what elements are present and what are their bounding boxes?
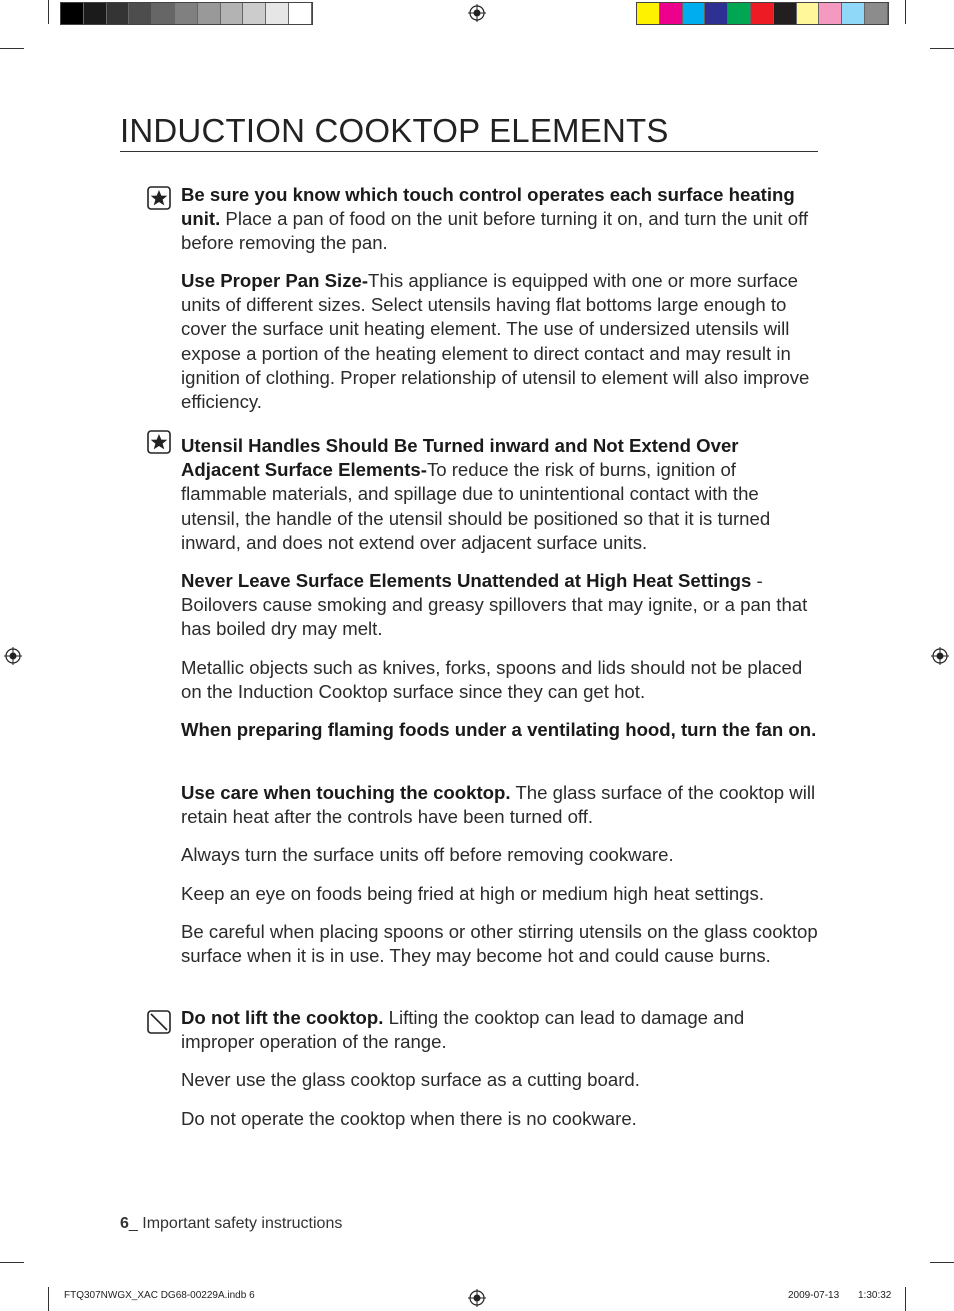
instruction-heading: When preparing flaming foods under a ventilating hood, turn the fan on.	[181, 719, 817, 740]
gray-swatch	[84, 3, 107, 24]
gray-swatch	[198, 3, 221, 24]
instruction-paragraph	[181, 569, 821, 642]
registration-mark-icon	[4, 647, 22, 665]
star-warning-icon	[147, 430, 171, 454]
instruction-heading: Do not lift the cooktop.	[181, 1007, 384, 1028]
color-swatch	[842, 3, 865, 24]
gray-swatch	[61, 3, 84, 24]
color-swatch	[819, 3, 842, 24]
color-swatch	[751, 3, 774, 24]
slug-date: 2009-07-13	[788, 1290, 840, 1301]
color-swatch	[683, 3, 706, 24]
crop-mark	[0, 48, 24, 49]
slug-filename: FTQ307NWGX_XAC DG68-00229A.indb 6	[64, 1290, 255, 1301]
instruction-text: Be careful when placing spoons or other stirring utensils on the glass cooktop surface when it is in use. They may become hot and could cause burns.	[181, 921, 818, 967]
slug-time: 1:30:32	[858, 1290, 892, 1301]
color-swatch	[865, 3, 888, 24]
crop-mark	[905, 0, 906, 24]
instruction-text: This appliance is equipped with one or more surface units of different sizes. Select utensils having flat bottoms large enough to cover the surface unit heating element. The use of undersized utensils will expose a portion of the heating element to direct contact and may result in ignition of clothing. Proper relationship of utensil to element will also improve efficiency.	[181, 270, 810, 413]
gray-swatch	[129, 3, 152, 24]
registration-mark-icon	[931, 647, 949, 665]
footer-separator: _	[128, 1215, 143, 1232]
instruction-paragraph	[181, 920, 821, 968]
color-swatch	[705, 3, 728, 24]
gray-swatch	[243, 3, 266, 24]
instruction-paragraph	[181, 183, 821, 256]
instruction-paragraph	[181, 434, 821, 555]
crop-mark	[48, 1287, 49, 1311]
instruction-paragraph	[181, 781, 821, 829]
color-swatch	[774, 3, 797, 24]
instruction-paragraph	[181, 1068, 821, 1092]
footer-section-name: Important safety instructions	[142, 1215, 343, 1232]
instruction-paragraph	[181, 718, 821, 742]
grayscale-color-bar	[60, 2, 313, 25]
crop-mark	[930, 48, 954, 49]
gray-swatch	[266, 3, 289, 24]
instruction-heading: Utensil Handles Should Be Turned inward and Not Extend Over Adjacent Surface Elements-	[181, 435, 739, 481]
gray-swatch	[107, 3, 130, 24]
process-color-bar	[636, 2, 889, 25]
instruction-text: Metallic objects such as knives, forks, spoons and lids should not be placed on the Induction Cooktop surface since they can get hot.	[181, 657, 803, 703]
instruction-heading: Be sure you know which touch control operates each surface heating unit.	[181, 184, 795, 230]
star-warning-icon	[147, 186, 171, 210]
page-number: 6	[120, 1215, 129, 1232]
instruction-paragraph	[181, 269, 821, 414]
crop-mark	[905, 1287, 906, 1311]
instruction-text: Do not operate the cooktop when there is no cookware.	[181, 1108, 637, 1129]
instruction-text: The glass surface of the cooktop will retain heat after the controls have been turned off.	[181, 782, 816, 828]
color-swatch	[797, 3, 820, 24]
color-swatch	[637, 3, 660, 24]
instruction-heading: Use care when touching the cooktop.	[181, 782, 511, 803]
color-swatch	[660, 3, 683, 24]
instruction-paragraph	[181, 656, 821, 704]
page-footer	[120, 1215, 342, 1233]
prohibited-icon	[147, 1010, 171, 1034]
crop-mark	[48, 0, 49, 24]
gray-swatch	[152, 3, 175, 24]
page-title: INDUCTION COOKTOP ELEMENTS	[120, 112, 818, 152]
gray-swatch	[289, 3, 312, 24]
instruction-heading: Use Proper Pan Size-	[181, 270, 369, 291]
instruction-text: Never use the glass cooktop surface as a cutting board.	[181, 1069, 640, 1090]
registration-mark-icon	[468, 1289, 486, 1307]
registration-mark-icon	[468, 4, 486, 22]
instruction-paragraph	[181, 1006, 821, 1054]
instruction-heading: Never Leave Surface Elements Unattended at High Heat Settings	[181, 570, 752, 591]
instruction-text: Always turn the surface units off before removing cookware.	[181, 844, 674, 865]
instruction-paragraph	[181, 843, 821, 867]
instruction-text: Place a pan of food on the unit before turning it on, and turn the unit off before removing the pan.	[181, 208, 809, 254]
color-swatch	[728, 3, 751, 24]
instruction-paragraph	[181, 882, 821, 906]
gray-swatch	[175, 3, 198, 24]
instruction-text: Keep an eye on foods being fried at high or medium high heat settings.	[181, 883, 764, 904]
crop-mark	[0, 1262, 24, 1263]
instruction-paragraph	[181, 1107, 821, 1131]
crop-mark	[930, 1262, 954, 1263]
instruction-text: To reduce the risk of burns, ignition of flammable materials, and spillage due to unintentional contact with the utensil, the handle of the utensil should be positioned so that it is turned inward, and does not extend over adjacent surface units.	[181, 459, 771, 553]
gray-swatch	[221, 3, 244, 24]
instruction-text: - Boilovers cause smoking and greasy spillovers that may ignite, or a pan that has boiled dry may melt.	[181, 570, 808, 640]
instruction-text: Lifting the cooktop can lead to damage and improper operation of the range.	[181, 1007, 745, 1053]
